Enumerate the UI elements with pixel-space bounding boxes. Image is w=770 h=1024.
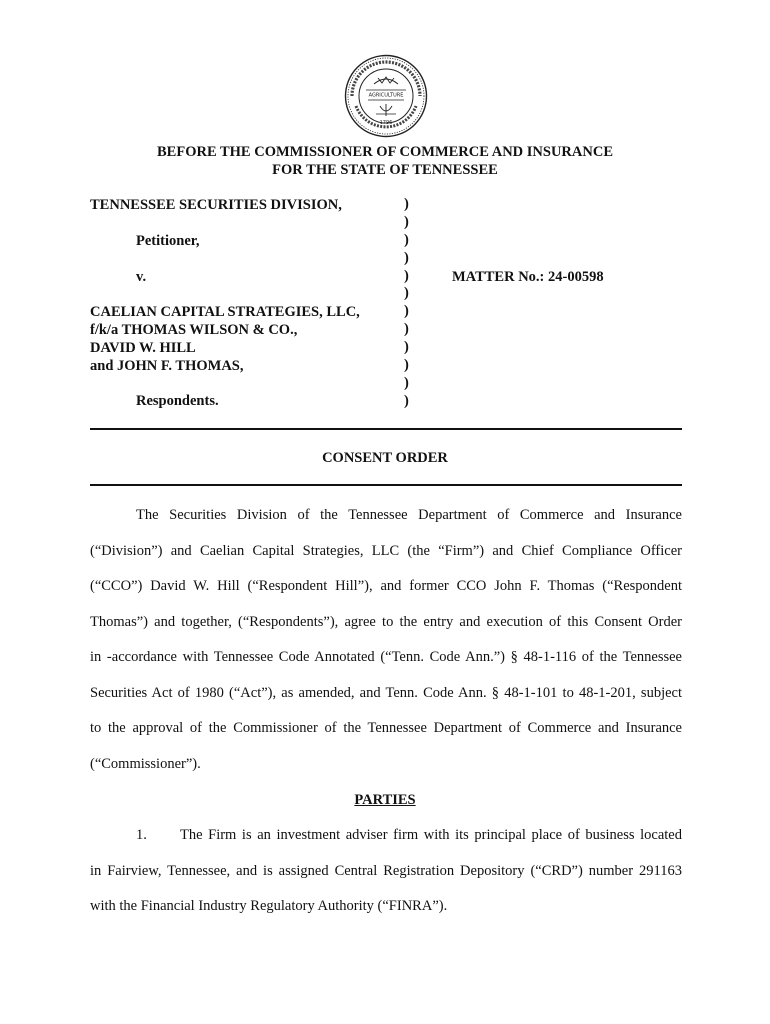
paragraph-line: Securities Act of 1980 (“Act”), as amended, and Tenn. Code Ann. § 48-1-101 to 48-1-201, subject <box>90 684 682 701</box>
state-seal-logo <box>344 54 428 138</box>
respondent-line: and JOHN F. THOMAS, <box>90 358 244 374</box>
respondent-line: CAELIAN CAPITAL STRATEGIES, LLC, <box>90 304 360 320</box>
paragraph-line: (“CCO”) David W. Hill (“Respondent Hill”), and former CCO John F. Thomas (“Respondent <box>90 578 682 594</box>
paragraph-line: in -accordance with Tennessee Code Annotated (“Tenn. Code Ann.”) § 48-1-116 of the Tennessee <box>90 649 682 665</box>
respondent-line: f/k/a THOMAS WILSON & CO., <box>90 322 298 338</box>
divider-rule <box>90 428 682 430</box>
caption-parenthesis-column <box>404 196 409 411</box>
paragraph-line: (“Commissioner”). <box>90 755 201 772</box>
paragraph-line: (“Division”) and Caelian Capital Strategies, LLC (the “Firm”) and Chief Compliance Officer <box>90 542 682 559</box>
divider-rule <box>90 484 682 486</box>
caption-paren: ) <box>404 249 409 266</box>
caption-paren: ) <box>404 267 409 284</box>
caption-paren: ) <box>404 374 409 391</box>
caption-paren: ) <box>404 231 409 248</box>
respondents-label: Respondents. <box>136 393 219 409</box>
paragraph-line: with the Financial Industry Regulatory Authority (“FINRA”). <box>90 898 448 914</box>
respondent-line: DAVID W. HILL <box>90 340 196 356</box>
item-text: The Firm is an investment adviser firm with its principal place of business located <box>180 827 682 843</box>
paragraph-line: to the approval of the Commissioner of the Tennessee Department of Commerce and Insurance <box>90 720 682 736</box>
paragraph-line: Thomas”) and together, (“Respondents”), agree to the entry and execution of this Consent Order <box>90 613 682 630</box>
order-title: CONSENT ORDER <box>322 450 448 466</box>
paragraph-line <box>90 818 682 854</box>
petitioner-name: TENNESSEE SECURITIES DIVISION, <box>90 197 342 213</box>
parties-heading <box>0 792 770 809</box>
caption-paren: ) <box>404 213 409 230</box>
court-heading-line1: BEFORE THE COMMISSIONER OF COMMERCE AND INSURANCE <box>157 144 613 160</box>
parties-item-1 <box>90 818 682 925</box>
intro-paragraph <box>90 498 682 782</box>
paragraph-line: The Securities Division of the Tennessee Department of Commerce and Insurance <box>136 507 682 523</box>
caption-paren: ) <box>404 321 409 338</box>
court-heading-line2: FOR THE STATE OF TENNESSEE <box>272 162 498 178</box>
caption-paren: ) <box>404 303 409 320</box>
svg-text:AGRICULTURE: AGRICULTURE <box>368 92 404 99</box>
item-number: 1. <box>136 827 147 843</box>
matter-number: MATTER No.: 24-00598 <box>452 269 604 285</box>
parties-heading-text: PARTIES <box>354 792 416 808</box>
caption-paren: ) <box>404 285 409 302</box>
petitioner-label: Petitioner, <box>136 233 200 249</box>
caption-paren: ) <box>404 392 409 409</box>
caption-paren: ) <box>404 339 409 356</box>
svg-text:1796: 1796 <box>379 120 393 126</box>
caption-paren: ) <box>404 196 409 212</box>
paragraph-line: in Fairview, Tennessee, and is assigned Central Registration Depository (“CRD”) number 291163 <box>90 862 682 879</box>
caption-paren: ) <box>404 357 409 374</box>
versus-label: v. <box>136 269 147 285</box>
